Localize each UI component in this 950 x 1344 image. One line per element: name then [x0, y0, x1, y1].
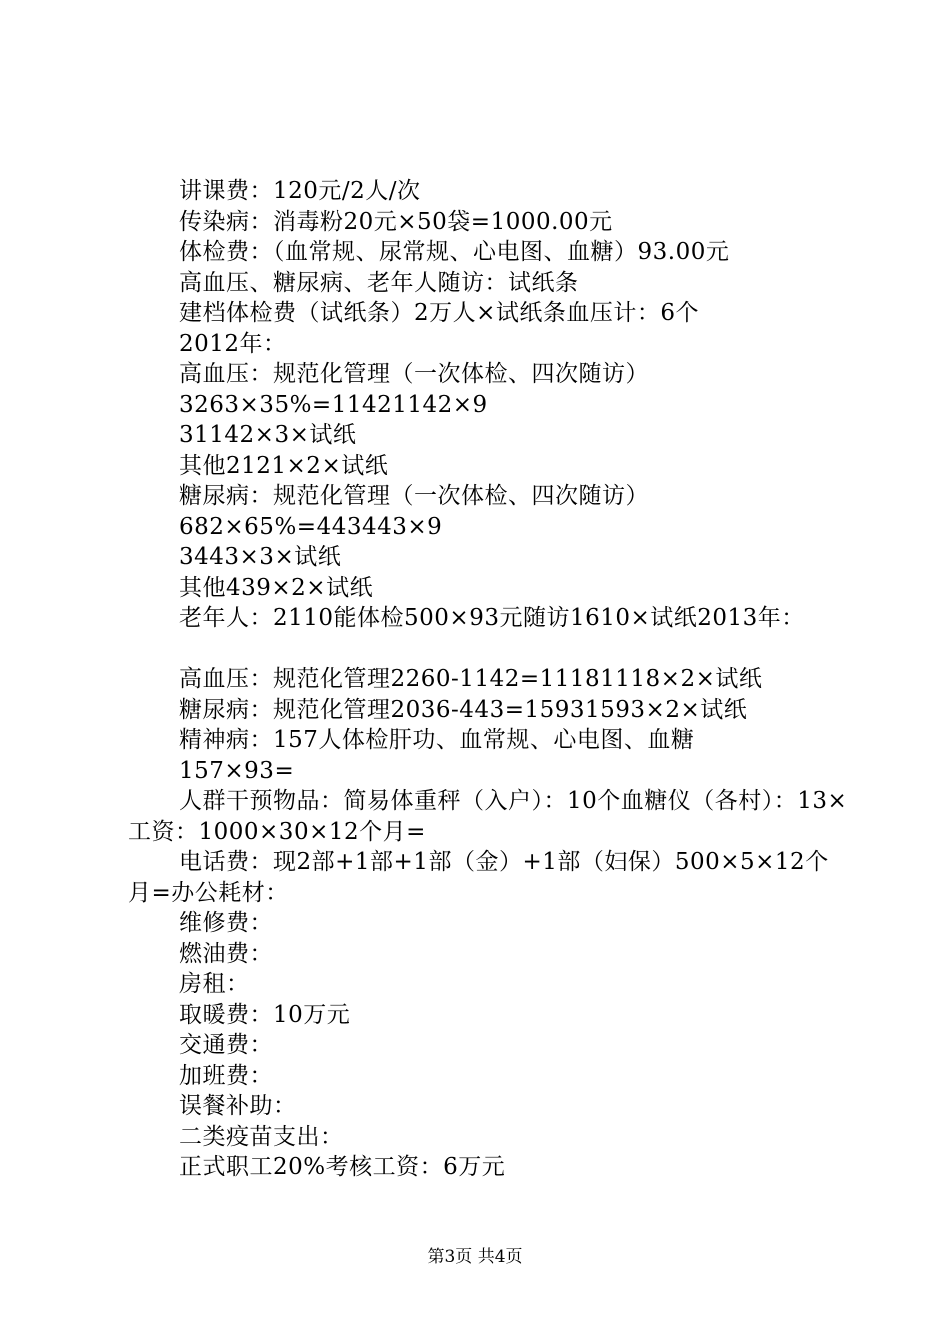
text-line: 正式职工20%考核工资：6万元	[179, 1154, 506, 1180]
text-line: 建档体检费（试纸条）2万人×试纸条血压计：6个	[179, 300, 700, 326]
text-line: 体检费：（血常规、尿常规、心电图、血糖）93.00元	[179, 239, 730, 265]
text-line: 加班费：	[179, 1062, 273, 1089]
text-line: 误餐补助：	[179, 1093, 297, 1119]
text-line: 高血压：规范化管理（一次体检、四次随访）	[179, 361, 649, 387]
text-line: 讲课费：120元/2人/次	[179, 178, 421, 204]
text-line: 精神病：157人体检肝功、血常规、心电图、血糖	[179, 727, 695, 753]
text-line: 2012年：	[179, 330, 287, 357]
text-line: 取暖费：10万元	[179, 1001, 351, 1028]
text-line: 高血压：规范化管理2260-1142=11181118×2×试纸	[179, 666, 763, 692]
page-footer: 第3页 共4页	[427, 1247, 523, 1267]
text-line: 老年人：2110能体检500×93元随访1610×试纸2013年：	[179, 605, 805, 631]
text-line: 糖尿病：规范化管理（一次体检、四次随访）	[179, 483, 649, 509]
text-line: 传染病：消毒粉20元×50袋=1000.00元	[179, 208, 613, 235]
text-line: 157×93=	[179, 757, 295, 784]
text-line: 二类疫苗支出：	[179, 1123, 344, 1150]
text-line: 31142×3×试纸	[179, 422, 357, 448]
text-line: 3263×35%=11421142×9	[179, 391, 488, 418]
document-body	[128, 176, 848, 1183]
text-line: 其他2121×2×试纸	[179, 452, 389, 479]
text-line: 高血压、糖尿病、老年人随访：试纸条	[179, 269, 579, 296]
text-line: 682×65%=443443×9	[179, 513, 443, 540]
text-paragraph: 人群干预物品：简易体重秤（入户）：10个血糖仪（各村）：13×工资：1000×30×12个月=	[128, 788, 848, 845]
text-line: 3443×3×试纸	[179, 544, 342, 570]
text-line: 燃油费：	[179, 940, 273, 967]
text-line: 交通费：	[179, 1032, 273, 1058]
text-line: 其他439×2×试纸	[179, 574, 374, 601]
text-line: 糖尿病：规范化管理2036-443=15931593×2×试纸	[179, 696, 748, 723]
text-line: 房租：	[179, 971, 250, 997]
blank-line	[128, 634, 848, 665]
text-line: 维修费：	[179, 910, 273, 936]
text-paragraph: 电话费：现2部+1部+1部（金）+1部（妇保）500×5×12个月=办公耗材：	[128, 849, 829, 906]
